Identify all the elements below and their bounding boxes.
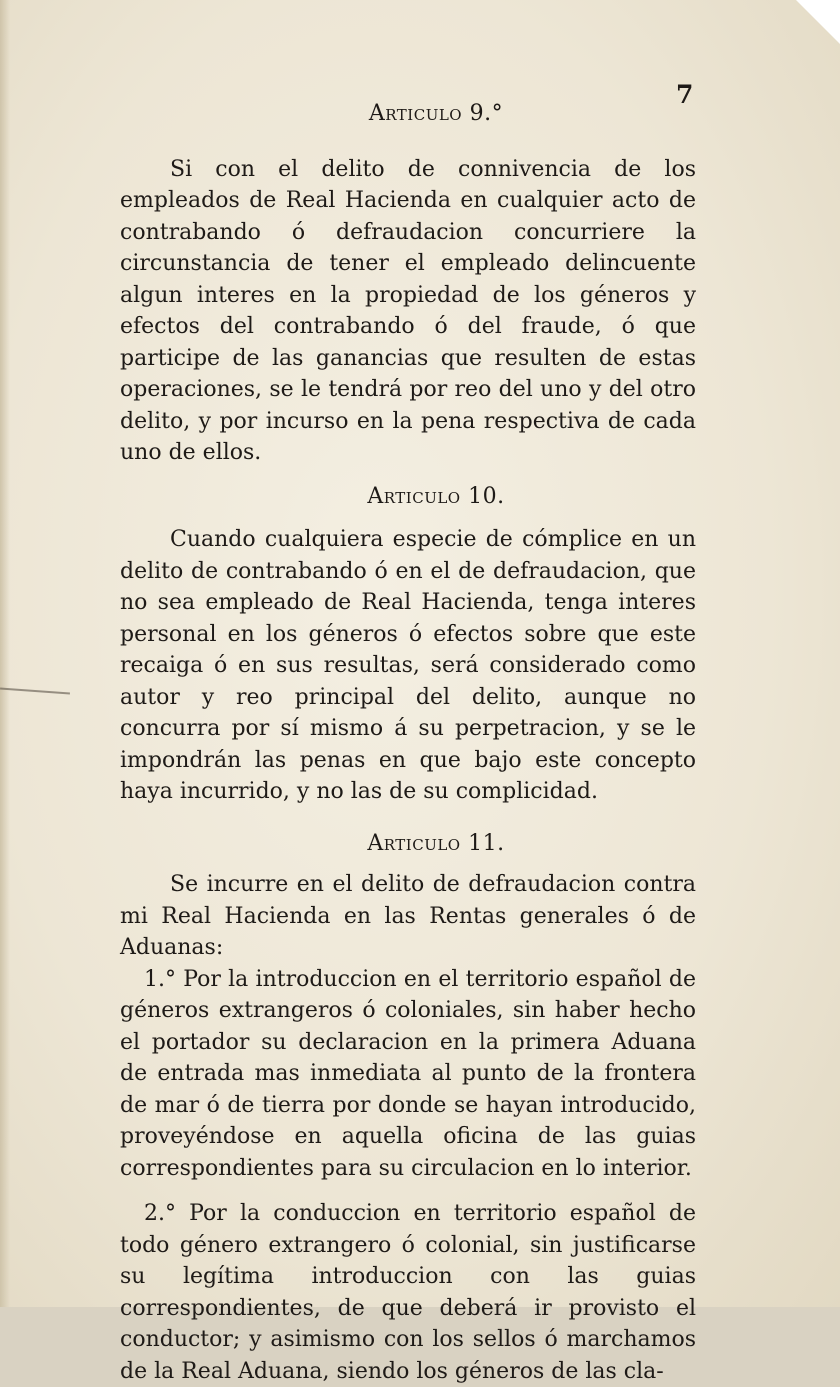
- page-number: 7: [676, 80, 694, 109]
- heading-initial: A: [368, 101, 386, 126]
- heading-word: rticulo: [383, 830, 461, 856]
- heading-number: 11.: [468, 830, 505, 856]
- article-11-heading: [120, 828, 696, 860]
- article-11-item-1: 1.° Por la introduccion en el territorio español de géneros extrangeros ó coloniales, sin haber hecho el portador su declaracion en la primera Aduana de entrada mas inmediata al punto de la frontera de mar ó de tierra por donde se hayan introducido, proveyéndose en aquella oficina de las guias correspondientes para su circulacion en lo interior.: [120, 966, 696, 1181]
- heading-number: 9.°: [469, 101, 504, 126]
- heading-initial: A: [367, 483, 384, 509]
- heading-word: rticulo: [385, 101, 463, 126]
- article-9-paragraph: Si con el delito de connivencia de los empleados de Real Hacienda en cualquier acto de contrabando ó defraudacion concurriere la circunstancia de tener el empleado delincuente algun interes en la propiedad de los géneros y efectos del contrabando ó del fraude, ó que participe de las ganancias que resulten de estas operaciones, se le tendrá por reo del uno y del otro delito, y por incurso en la pena respectiva de cada uno de ellos.: [120, 156, 696, 465]
- article-10-heading: [120, 481, 696, 513]
- article-11-paragraph: Se incurre en el delito de defraudacion contra mi Real Hacienda en las Rentas generales ó de Aduanas:: [120, 872, 696, 960]
- text-column: [120, 98, 696, 1387]
- heading-initial: A: [367, 830, 384, 856]
- ink-mark: [0, 688, 70, 695]
- torn-corner: [796, 0, 840, 44]
- article-11-item-2: 2.° Por la conduccion en territorio español de todo género extrangero ó colonial, sin justificarse su legítima introduccion con las guias correspondientes, de que deberá ir provisto el conductor; y asimismo con los sellos ó marchamos de la Real Aduana, siendo los géneros de las cla-: [120, 1201, 696, 1384]
- article-10-paragraph: Cuando cualquiera especie de cómplice en un delito de contrabando ó en el de defraudacion, que no sea empleado de Real Hacienda, tenga interes personal en los géneros ó efectos sobre que este recaiga ó en sus resultas, será considerado como autor y reo principal del delito, aunque no concurra por sí mismo á su perpetracion, y se le impondrán las penas en que bajo este concepto haya incurrido, y no las de su complicidad.: [120, 527, 696, 804]
- heading-word: rticulo: [383, 483, 461, 509]
- page-edge-shadow: [0, 0, 10, 1307]
- heading-number: 10.: [468, 483, 505, 509]
- article-9-heading: [120, 98, 696, 130]
